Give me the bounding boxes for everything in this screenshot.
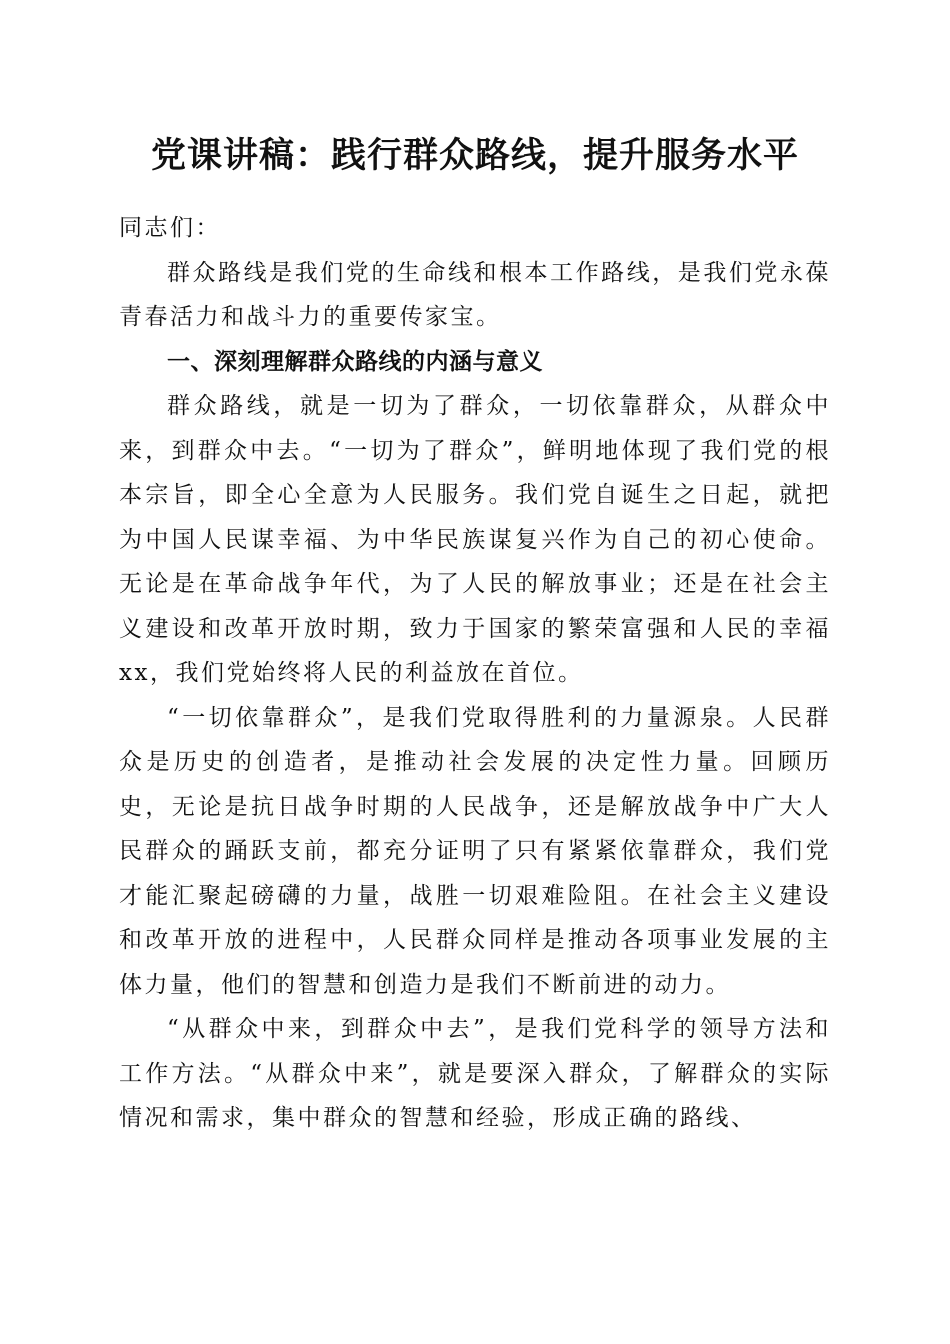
salutation: 同志们：: [119, 215, 221, 241]
document-title: 党课讲稿：践行群众路线，提升服务水平: [150, 135, 799, 176]
body-paragraph: “一切依靠群众”，是我们党取得胜利的力量源泉。人民群众是历史的创造者，是推动社会发展的决定性力量。回顾历史，无论是抗日战争时期的人民战争，还是解放战争中广大人民群众的踊跃支前，都充分证明了只有紧紧依靠群众，我们党才能汇聚起磅礴的力量，战胜一切艰难险阻。在社会主义建设和改革开放的进程中，人民群众同样是推动各项事业发展的主体力量，他们的智慧和创造力是我们不断前进的动力。: [119, 704, 831, 998]
body-paragraph: “从群众中来，到群众中去”，是我们党科学的领导方法和工作方法。“从群众中来”，就是要深入群众，了解群众的实际情况和需求，集中群众的智慧和经验，形成正确的路线、: [119, 1016, 831, 1131]
intro-paragraph: 群众路线是我们党的生命线和根本工作路线，是我们党永葆青春活力和战斗力的重要传家宝。: [119, 259, 831, 330]
section-heading: 一、深刻理解群众路线的内涵与意义: [167, 348, 543, 375]
document-body: [119, 206, 831, 1141]
body-paragraph: 群众路线，就是一切为了群众，一切依靠群众，从群众中来，到群众中去。“一切为了群众”，鲜明地体现了我们党的根本宗旨，即全心全意为人民服务。我们党自诞生之日起，就把为中国人民谋幸福、为中华民族谋复兴作为自己的初心使命。无论是在革命战争年代，为了人民的解放事业；还是在社会主义建设和改革开放时期，致力于国家的繁荣富强和人民的幸福xx，我们党始终将人民的利益放在首位。: [119, 393, 831, 686]
